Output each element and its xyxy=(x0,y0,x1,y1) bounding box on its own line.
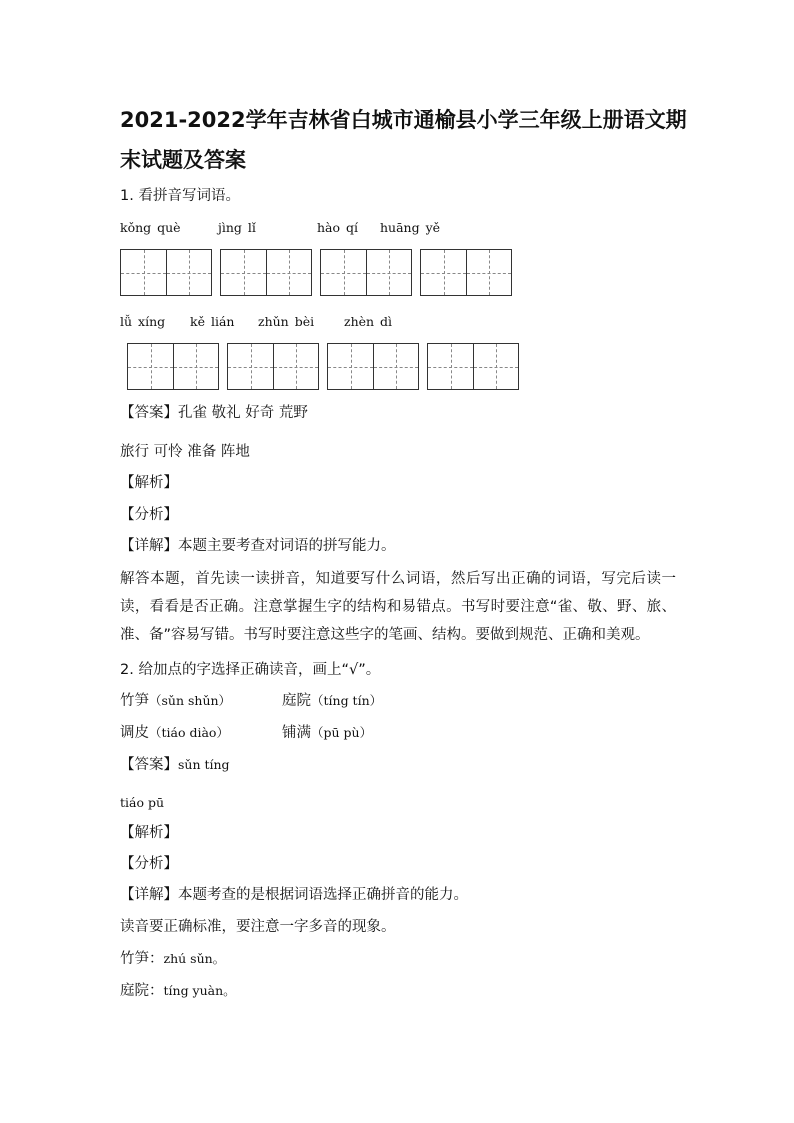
options: （tiáo diào） xyxy=(149,725,229,740)
options: （pū pù） xyxy=(311,725,373,740)
q1-pinyin-row1 xyxy=(120,218,440,238)
q2-answer xyxy=(120,755,230,775)
q2-jiexi: 【解析】 xyxy=(120,825,178,841)
q2-detail-line2: 读音要正确标准，要注意一字多音的现象。 xyxy=(120,919,396,935)
q1-jiexi: 【解析】 xyxy=(120,475,178,491)
q1-detail xyxy=(120,536,396,556)
writing-box[interactable] xyxy=(320,249,412,296)
word: 调皮 xyxy=(120,725,149,741)
q1-writing-grid-row1 xyxy=(120,249,520,296)
q1-detail-paragraph: 解答本题，首先读一读拼音，知道要写什么词语，然后写出正确的词语，写完后读一读，看看是否正确。注意掌握生字的结构和易错点。书写时要注意“雀、敬、野、旅、准、备”容易写错。书写时要注意这些字的笔画、结构。要做到规范、正确和美观。 xyxy=(120,571,676,643)
q2-item xyxy=(282,725,372,741)
q2-item xyxy=(282,693,382,709)
q2-stem: 2. 给加点的字选择正确读音，画上“√”。 xyxy=(120,662,381,678)
word: 铺满 xyxy=(282,725,311,741)
pinyin: zhèn dì xyxy=(344,314,393,329)
pinyin: zhǔn bèi xyxy=(258,314,315,329)
q1-writing-grid-row2 xyxy=(127,343,527,390)
pinyin: zhú sǔn。 xyxy=(163,951,226,966)
writing-box[interactable] xyxy=(327,343,419,390)
pinyin: kǒng què xyxy=(120,220,181,235)
writing-box[interactable] xyxy=(227,343,319,390)
writing-box[interactable] xyxy=(127,343,219,390)
writing-box[interactable] xyxy=(220,249,312,296)
q1-fenxi: 【分析】 xyxy=(120,507,178,523)
q1-answer-row2: 旅行 可怜 准备 阵地 xyxy=(120,444,250,460)
writing-box[interactable] xyxy=(420,249,512,296)
options: （tíng tín） xyxy=(311,693,383,708)
q2-detail xyxy=(120,885,468,905)
word: 庭院： xyxy=(120,983,164,999)
word: 竹笋： xyxy=(120,951,164,967)
detail-tag: 【详解】 xyxy=(120,887,178,903)
detail-text: 本题考查的是根据词语选择正确拼音的能力。 xyxy=(178,887,468,903)
page-title: 2021-2022学年吉林省白城市通榆县小学三年级上册语文期末试题及答案 xyxy=(120,108,687,172)
pinyin: huāng yě xyxy=(380,220,441,235)
word: 庭院 xyxy=(282,693,311,709)
detail-text: 本题主要考查对词语的拼写能力。 xyxy=(178,538,396,554)
answer-tag: 【答案】 xyxy=(120,405,178,421)
writing-box[interactable] xyxy=(120,249,212,296)
q2-item xyxy=(120,723,282,743)
answer-text: 孔雀 敬礼 好奇 荒野 xyxy=(178,405,308,421)
pinyin: tíng yuàn。 xyxy=(163,983,236,998)
q1-stem: 1. 看拼音写词语。 xyxy=(120,188,240,204)
q1-answer xyxy=(120,403,308,423)
pinyin: hào qí xyxy=(317,220,359,235)
detail-tag: 【详解】 xyxy=(120,538,178,554)
q2-fenxi: 【分析】 xyxy=(120,856,178,872)
q2-item-row2 xyxy=(120,723,372,743)
word: 竹笋 xyxy=(120,693,149,709)
pinyin: lǚ xíng xyxy=(120,314,166,329)
writing-box[interactable] xyxy=(427,343,519,390)
answer-text: sǔn tíng xyxy=(178,757,230,772)
pinyin: jìng lǐ xyxy=(218,220,256,235)
options: （sǔn shǔn） xyxy=(149,693,232,708)
q1-pinyin-row2 xyxy=(120,312,392,332)
q2-item xyxy=(120,691,282,711)
q2-answer-row2: tiáo pū xyxy=(120,795,165,810)
q2-detail-line3 xyxy=(120,949,225,969)
q2-item-row1 xyxy=(120,691,382,711)
answer-tag: 【答案】 xyxy=(120,757,178,773)
q2-detail-line4 xyxy=(120,981,236,1001)
pinyin: kě lián xyxy=(190,314,235,329)
